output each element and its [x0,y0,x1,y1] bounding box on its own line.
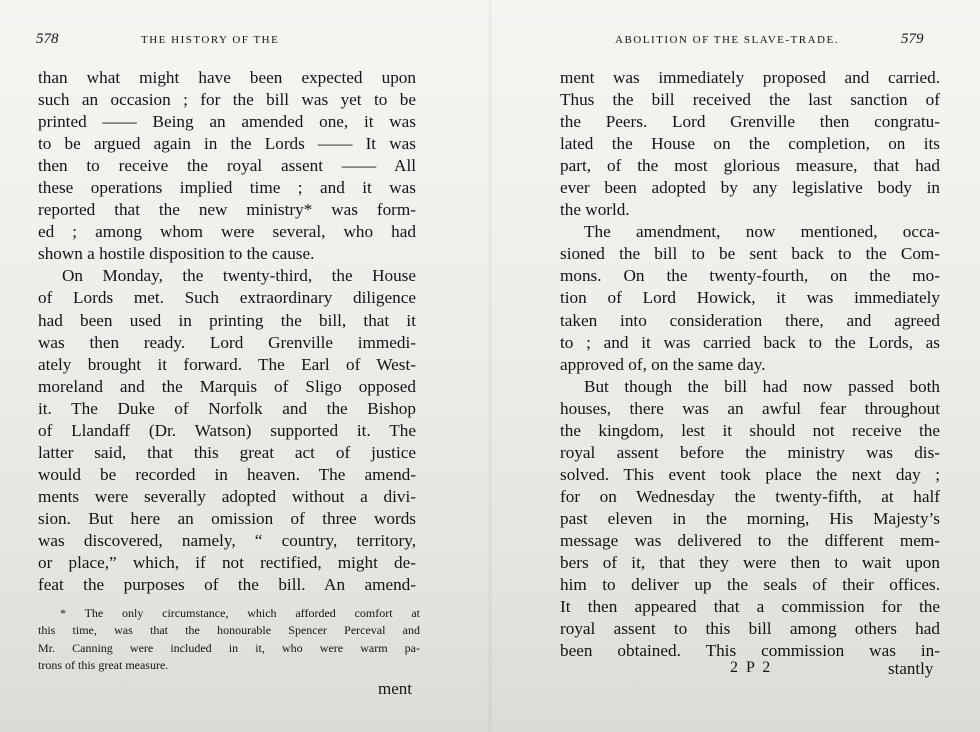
text-line: The amendment, now mentioned, occa- [584,222,940,242]
text-line: approved of, on the same day. [560,354,766,374]
text-line: It then appeared that a commission for the [560,597,940,617]
text-line: sioned the bill to be sent back to the Com- [560,244,940,264]
text-line: ed ; among whom were several, who had [38,222,416,242]
text-line: bers of it, that they were then to wait upon [560,553,940,573]
right-body-text [560,67,940,662]
text-line: On Monday, the twenty-third, the House [62,266,416,286]
text-line: of Llandaff (Dr. Watson) supported it. The [38,420,416,440]
text-line: him to deliver up the seals of their offices. [560,575,940,595]
text-line: feat the purposes of the bill. An amend- [38,575,416,595]
text-line: mons. On the twenty-fourth, on the mo- [560,266,940,286]
text-line: the Peers. Lord Grenville then congratu- [560,112,940,132]
text-line: was discovered, namely, “ country, territory, [38,530,416,550]
text-line: taken into consideration there, and agreed [560,310,940,330]
text-line: for on Wednesday the twenty-fifth, at half [560,486,940,506]
text-line: royal assent before the ministry was dis- [560,442,940,462]
text-line: ever been adopted by any legislative body in [560,178,940,198]
text-line: then to receive the royal assent —— All [38,156,416,176]
left-catchword: ment [378,679,412,698]
right-running-head: ABOLITION OF THE SLAVE-TRADE. [615,34,839,46]
text-line: to be argued again in the Lords —— It was [38,134,416,154]
left-running-head: THE HISTORY OF THE [141,34,280,46]
footnote [38,605,420,674]
text-line: tion of Lord Howick, it was immediately [560,288,940,308]
footnote-line: * The only circumstance, which afforded comfort at [60,606,420,620]
text-line: royal assent to this bill among others had [560,619,940,639]
text-line: or place,” which, if not rectified, might de- [38,553,416,573]
text-line: than what might have been expected upon [38,68,416,87]
text-line: the kingdom, lest it should not receive the [560,420,940,440]
text-line: sion. But here an omission of three words [38,508,416,528]
text-line: was then ready. Lord Grenville immedi- [38,332,416,352]
text-line: Thus the bill received the last sanction of [560,90,940,110]
text-line: message was delivered to the different mem- [560,530,940,550]
text-line: part, of the most glorious measure, that had [560,156,940,176]
text-line: moreland and the Marquis of Sligo opposed [38,376,416,396]
text-line: the world. [560,200,630,220]
text-line: these operations implied time ; and it was [38,178,416,198]
left-body-text [38,67,416,596]
text-line: been obtained. This commission was in- [560,641,940,661]
text-line: houses, there was an awful fear throughout [560,398,940,418]
text-line: reported that the new ministry* was form- [38,200,416,220]
text-line: to ; and it was carried back to the Lords, as [560,332,940,352]
text-line: But though the bill had now passed both [584,376,940,396]
right-page [490,0,980,732]
text-line: solved. This event took place the next day ; [560,464,940,484]
text-line: ately brought it forward. The Earl of West- [38,354,416,374]
right-catchword: stantly [888,659,934,678]
text-line: shown a hostile disposition to the cause. [38,244,315,264]
text-line: would be recorded in heaven. The amend- [38,464,416,484]
text-line: past eleven in the morning, His Majesty’s [560,508,940,528]
text-line: of Lords met. Such extraordinary diligence [38,288,416,308]
left-page-number: 578 [36,31,59,47]
footnote-line: trons of this great measure. [38,657,169,672]
footnote-line: this time, was that the honourable Spencer Perceval and [38,623,420,638]
text-line: it. The Duke of Norfolk and the Bishop [38,398,416,418]
text-line: ment was immediately proposed and carried. [560,68,940,87]
text-line: printed —— Being an amended one, it was [38,112,416,132]
text-line: lated the House on the completion, on its [560,134,940,154]
text-line: had been used in printing the bill, that it [38,310,416,330]
text-line: such an occasion ; for the bill was yet to be [38,90,416,110]
signature-mark: 2 P 2 [730,659,773,676]
footnote-line: Mr. Canning were included in it, who were warm pa- [38,640,420,655]
right-page-number: 579 [901,31,924,47]
text-line: ments were severally adopted without a divi- [38,486,416,506]
text-line: latter said, that this great act of justice [38,442,416,462]
